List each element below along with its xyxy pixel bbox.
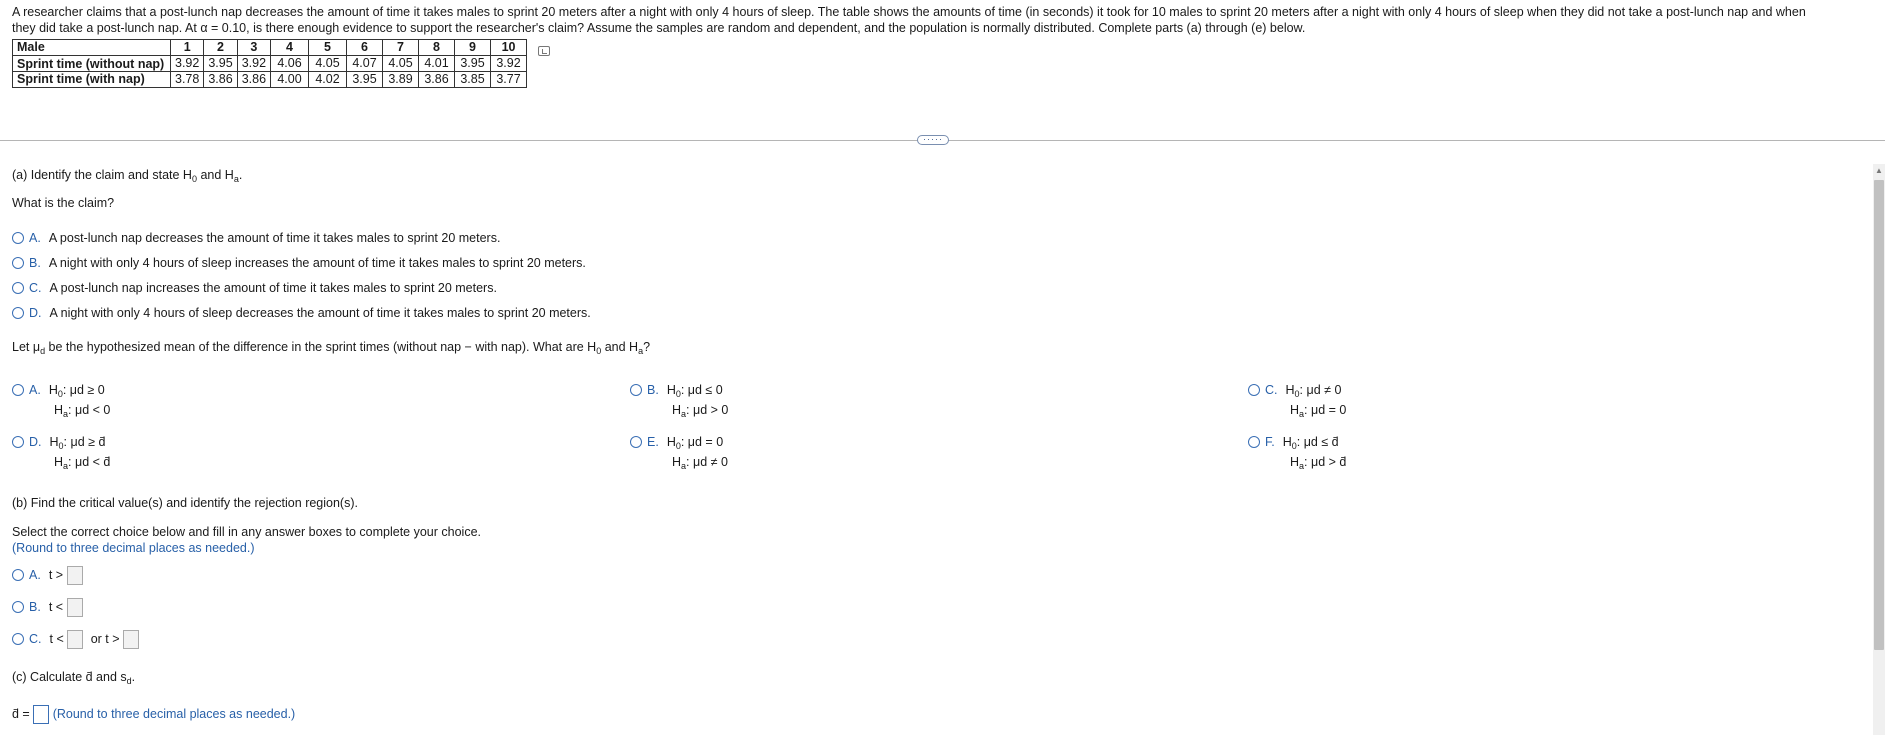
scrollbar-thumb[interactable] <box>1874 180 1884 650</box>
radio-button[interactable] <box>12 307 24 319</box>
data-table <box>12 39 527 88</box>
answer-box[interactable] <box>123 630 139 649</box>
critical-option-b[interactable]: B. t < <box>12 597 83 617</box>
table-cell: 3.92 <box>171 56 204 72</box>
table-cell: 4.01 <box>419 56 455 72</box>
table-cell: 4.06 <box>271 56 309 72</box>
table-cell: 3.86 <box>237 72 270 88</box>
table-cell: 4.05 <box>383 56 419 72</box>
claim-question: What is the claim? <box>12 196 115 210</box>
table-col-header: 5 <box>309 40 347 56</box>
radio-button[interactable] <box>12 436 24 448</box>
table-cell: 3.95 <box>347 72 383 88</box>
hypothesis-option-f[interactable]: F. $H_0$: μd ≤ d̄ $H_a$: μd > d̄ <box>1248 432 1339 456</box>
part-b-instruction: Select the correct choice below and fill in any answer boxes to complete your choice. <box>12 525 481 539</box>
problem-text-line2: they did take a post-lunch nap. At α = 0.10, is there enough evidence to support the researcher's claim? Assume the samples are random and dependent, and the population is normally distributed. Complete parts (a) through (e) below. <box>12 21 1306 35</box>
hypothesis-option-b[interactable]: B. $H_0$: μd ≤ 0 $H_a$: μd > 0 <box>630 380 723 404</box>
table-cell: 3.86 <box>419 72 455 88</box>
radio-button[interactable] <box>630 384 642 396</box>
hypothesis-option-c[interactable]: C. $H_0$: μd ≠ 0 $H_a$: μd = 0 <box>1248 380 1341 404</box>
part-c-prompt: (c) Calculate d̄ and $s_d$. <box>12 670 136 686</box>
table-col-header: 9 <box>455 40 491 56</box>
hypothesis-prompt: Let $\mu_d$ be the hypothesized mean of the difference in the sprint times (without nap − with nap). What are $H_0$ and $H_a$? <box>12 340 651 356</box>
hypothesis-option-e[interactable]: E. $H_0$: μd = 0 $H_a$: μd ≠ 0 <box>630 432 723 456</box>
radio-button[interactable] <box>1248 384 1260 396</box>
claim-option-b[interactable]: B. A night with only 4 hours of sleep increases the amount of time it takes males to sprint 20 meters. <box>12 253 586 273</box>
radio-button[interactable] <box>1248 436 1260 448</box>
radio-button[interactable] <box>12 257 24 269</box>
expand-button[interactable]: ····· <box>917 135 949 145</box>
table-col-header: 10 <box>491 40 527 56</box>
table-cell: 3.89 <box>383 72 419 88</box>
hypothesis-option-a[interactable]: A. $H_0$: μd ≥ 0 $H_a$: μd < 0 <box>12 380 105 404</box>
table-col-header: 4 <box>271 40 309 56</box>
table-header-label: Male <box>13 40 171 56</box>
table-cell: 3.92 <box>237 56 270 72</box>
radio-button[interactable] <box>12 282 24 294</box>
table-cell: 3.92 <box>491 56 527 72</box>
table-col-header: 2 <box>204 40 237 56</box>
radio-button[interactable] <box>12 601 24 613</box>
table-col-header: 8 <box>419 40 455 56</box>
table-cell: 4.00 <box>271 72 309 88</box>
table-cell: 3.77 <box>491 72 527 88</box>
critical-option-a[interactable]: A. t > <box>12 565 83 585</box>
hypothesis-option-d[interactable]: D. $H_0$: μd ≥ d̄ $H_a$: μd < d̄ <box>12 432 105 456</box>
table-col-header: 6 <box>347 40 383 56</box>
radio-button[interactable] <box>12 633 24 645</box>
part-b-rounding: (Round to three decimal places as needed.) <box>12 541 255 555</box>
table-row-label: Sprint time (without nap) <box>13 56 171 72</box>
table-col-header: 1 <box>171 40 204 56</box>
copy-table-icon[interactable] <box>538 46 550 56</box>
part-a-prompt: (a) Identify the claim and state $H_0$ and $H_a$. <box>12 168 243 184</box>
dbar-answer-row: d̄ = (Round to three decimal places as needed.) <box>12 704 295 724</box>
critical-option-c[interactable]: C. t < or t > <box>12 629 139 649</box>
part-b-prompt: (b) Find the critical value(s) and identify the rejection region(s). <box>12 496 358 510</box>
answer-box[interactable] <box>67 630 83 649</box>
table-cell: 3.85 <box>455 72 491 88</box>
table-cell: 4.07 <box>347 56 383 72</box>
claim-option-a[interactable]: A. A post-lunch nap decreases the amount of time it takes males to sprint 20 meters. <box>12 228 500 248</box>
radio-button[interactable] <box>12 569 24 581</box>
table-cell: 3.95 <box>455 56 491 72</box>
problem-text-line1: A researcher claims that a post-lunch nap decreases the amount of time it takes males to sprint 20 meters after a night with only 4 hours of sleep. The table shows the amounts of time (in seconds) it took for 10 males to sprint 20 meters after a night with only 4 hours of sleep when they did not take a post-lunch nap and when <box>12 5 1806 19</box>
table-col-header: 3 <box>237 40 270 56</box>
table-header-row <box>13 40 527 56</box>
table-cell: 3.95 <box>204 56 237 72</box>
claim-option-c[interactable]: C. A post-lunch nap increases the amount of time it takes males to sprint 20 meters. <box>12 278 497 298</box>
table-row <box>13 56 527 72</box>
radio-button[interactable] <box>12 232 24 244</box>
answer-box[interactable] <box>67 598 83 617</box>
table-col-header: 7 <box>383 40 419 56</box>
answer-box[interactable] <box>67 566 83 585</box>
table-cell: 3.86 <box>204 72 237 88</box>
table-cell: 4.05 <box>309 56 347 72</box>
claim-option-d[interactable]: D. A night with only 4 hours of sleep decreases the amount of time it takes males to sprint 20 meters. <box>12 303 591 323</box>
table-row <box>13 72 527 88</box>
dbar-input[interactable] <box>33 705 49 724</box>
radio-button[interactable] <box>630 436 642 448</box>
table-cell: 4.02 <box>309 72 347 88</box>
table-cell: 3.78 <box>171 72 204 88</box>
table-row-label: Sprint time (with nap) <box>13 72 171 88</box>
problem-statement <box>12 4 1877 88</box>
scroll-up-arrow-icon[interactable]: ▲ <box>1875 166 1883 175</box>
radio-button[interactable] <box>12 384 24 396</box>
